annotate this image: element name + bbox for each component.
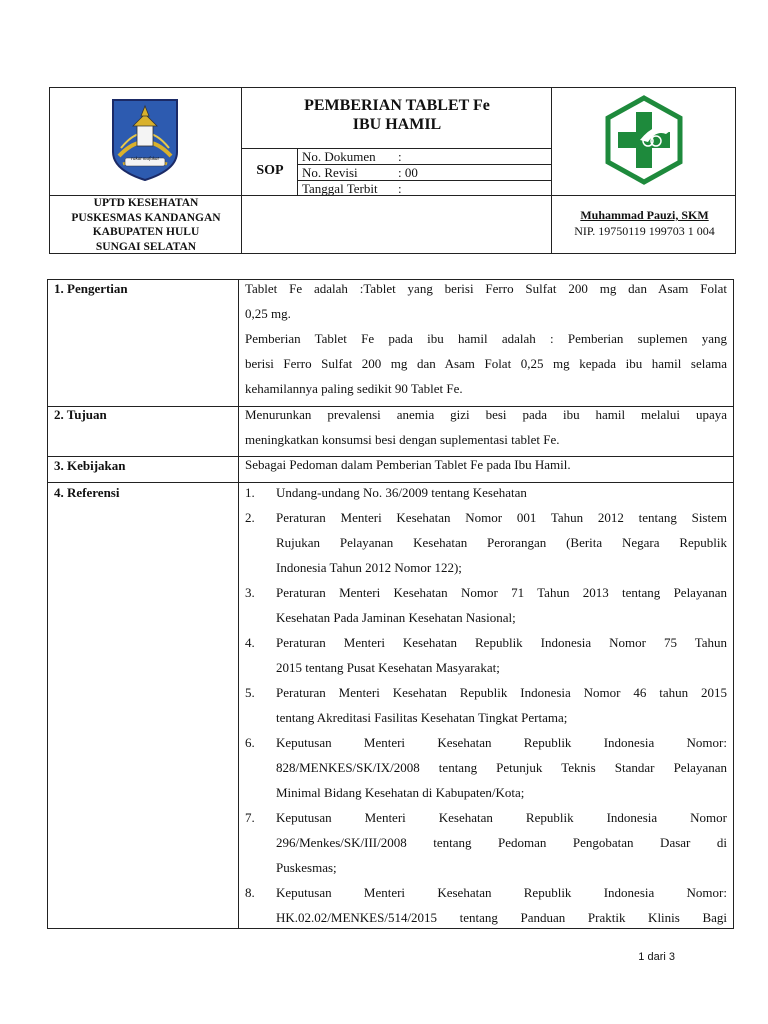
reference-item (245, 805, 727, 880)
sop-label: SOP (256, 163, 284, 178)
section-text-tujuan (245, 402, 727, 452)
text-line: kehamilannya paling sedikit 90 Tablet Fe. (245, 381, 463, 396)
reference-number: 8. (245, 885, 255, 900)
reference-number: 6. (245, 735, 255, 750)
text-line: Menurunkan prevalensi anemia gizi besi pada ibu hamil melalui upaya (245, 407, 727, 422)
issue-date-row (302, 181, 402, 196)
revision-label: No. Revisi (302, 165, 358, 180)
text-line: 828/MENKES/SK/IX/2008 tentang Petunjuk Teknis Standar Pelayanan (276, 760, 727, 775)
regional-emblem-logo (111, 98, 179, 182)
text-line: Undang-undang No. 36/2009 tentang Kesehatan (276, 485, 527, 500)
doc-number-value: : (398, 149, 402, 164)
signatory-nip: NIP. 19750119 199703 1 004 (574, 224, 715, 238)
text-line: HK.02.02/MENKES/514/2015 tentang Panduan Praktik Klinis Bagi (276, 910, 727, 925)
document-title (242, 96, 552, 134)
signatory-name: Muhammad Pauzi, SKM (580, 208, 709, 222)
puskesmas-logo (602, 94, 686, 186)
text-line: 0,25 mg. (245, 306, 291, 321)
reference-number: 1. (245, 485, 255, 500)
reference-number: 4. (245, 635, 255, 650)
text-line: Peraturan Menteri Kesehatan Nomor 001 Tahun 2012 tentang Sistem (276, 510, 727, 525)
title-line-2: IBU HAMIL (352, 116, 442, 133)
reference-item (245, 730, 727, 805)
text-line: 296/Menkes/SK/III/2008 tentang Pedoman Pengobatan Dasar di (276, 835, 727, 850)
section-label-pengertian: 1. Pengertian (54, 281, 128, 296)
page-number: 1 dari 3 (638, 951, 675, 963)
doc-number-label: No. Dokumen (302, 149, 376, 164)
text-line: Minimal Bidang Kesehatan di Kabupaten/Kota; (276, 785, 525, 800)
reference-item (245, 480, 727, 505)
unit-line: PUSKESMAS KANDANGAN (71, 211, 221, 224)
text-line: 2015 tentang Pusat Kesehatan Masyarakat; (276, 660, 500, 675)
title-line-1: PEMBERIAN TABLET Fe (304, 97, 490, 114)
text-line: berisi Ferro Sulfat 200 mg dan Asam Folat 0,25 mg kepada ibu hamil selama (245, 356, 727, 371)
issue-date-value: : (398, 181, 402, 196)
reference-item (245, 680, 727, 730)
reference-number: 2. (245, 510, 255, 525)
section-text-kebijakan (245, 452, 727, 477)
section-text-pengertian (245, 276, 727, 401)
text-line: Keputusan Menteri Kesehatan Republik Indonesia Nomor (276, 810, 727, 825)
issue-date-label: Tanggal Terbit (302, 181, 378, 196)
reference-number: 7. (245, 810, 255, 825)
text-line: Peraturan Menteri Kesehatan Republik Indonesia Nomor 75 Tahun (276, 635, 727, 650)
text-line: Peraturan Menteri Kesehatan Nomor 71 Tahun 2013 tentang Pelayanan (276, 585, 727, 600)
sop-content-table (47, 279, 734, 929)
revision-row (302, 165, 418, 180)
document-header-table (49, 87, 736, 254)
text-line: Keputusan Menteri Kesehatan Republik Indonesia Nomor: (276, 885, 727, 900)
text-line: Indonesia Tahun 2012 Nomor 122); (276, 560, 462, 575)
text-line: Kesehatan Pada Jaminan Kesehatan Nasional; (276, 610, 516, 625)
section-label-tujuan: 2. Tujuan (54, 407, 107, 422)
unit-line: SUNGAI SELATAN (95, 240, 197, 253)
text-line: Tablet Fe adalah :Tablet yang berisi Ferro Sulfat 200 mg dan Asam Folat (245, 281, 727, 296)
section-label-referensi: 4. Referensi (54, 485, 120, 500)
reference-list (245, 480, 727, 930)
reference-item (245, 580, 727, 630)
text-line: Sebagai Pedoman dalam Pemberian Tablet Fe pada Ibu Hamil. (245, 457, 571, 472)
emblem-motto: rakat mufakat (131, 157, 159, 162)
revision-value: : 00 (398, 165, 418, 180)
organization-unit (50, 196, 242, 254)
doc-number-row (302, 149, 402, 164)
text-line: Keputusan Menteri Kesehatan Republik Indonesia Nomor: (276, 735, 727, 750)
reference-item (245, 505, 727, 580)
reference-item (245, 630, 727, 680)
unit-line: KABUPATEN HULU (92, 226, 200, 238)
section-label-kebijakan: 3. Kebijakan (54, 458, 126, 473)
reference-number: 5. (245, 685, 255, 700)
text-line: meningkatkan konsumsi besi dengan suplementasi tablet Fe. (245, 432, 560, 447)
text-line: Rujukan Pelayanan Kesehatan Perorangan (Berita Negara Republik (276, 535, 727, 550)
text-line: Puskesmas; (276, 860, 337, 875)
signatory-block (552, 207, 737, 239)
text-line: Peraturan Menteri Kesehatan Republik Indonesia Nomor 46 tahun 2015 (276, 685, 727, 700)
text-line: Pemberian Tablet Fe pada ibu hamil adalah : Pemberian suplemen yang (245, 331, 727, 346)
reference-item (245, 880, 727, 930)
reference-number: 3. (245, 585, 255, 600)
text-line: tentang Akreditasi Fasilitas Kesehatan Tingkat Pertama; (276, 710, 568, 725)
unit-line: UPTD KESEHATAN (93, 197, 199, 209)
